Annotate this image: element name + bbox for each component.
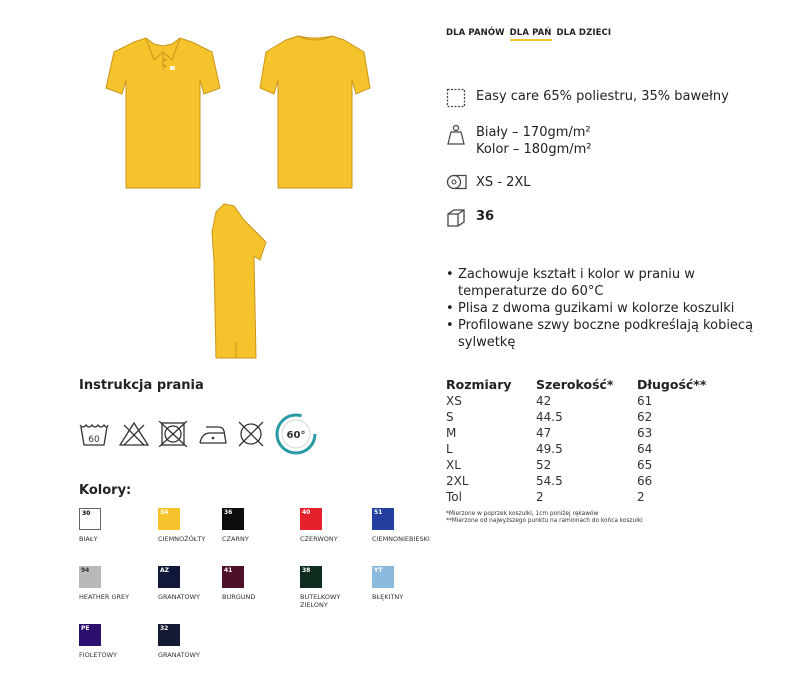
size-table <box>446 376 727 505</box>
size-footnotes <box>446 511 643 525</box>
feature-list <box>446 266 776 351</box>
feature-item: • Zachowuje kształt i kolor w praniu w temperaturze do 60°C <box>446 266 776 300</box>
table-row <box>446 457 727 473</box>
size-cell: XL <box>446 458 461 472</box>
spec-fabric <box>446 88 729 110</box>
footnote-length: **Mierzone od najwyższego punktu na ramionach do końca koszulki <box>446 518 643 524</box>
size-cell: S <box>446 410 454 424</box>
color-name: CZERWONY <box>300 535 338 543</box>
product-back-image <box>258 30 372 190</box>
iron-low-icon <box>196 421 228 447</box>
size-cell: L <box>446 442 453 456</box>
table-row <box>446 425 727 441</box>
color-swatch[interactable]: 51 <box>372 508 394 530</box>
color-name: HEATHER GREY <box>79 593 130 601</box>
fabric-icon <box>446 88 468 110</box>
svg-text:60°: 60° <box>286 430 306 441</box>
length-cell: 62 <box>637 410 653 424</box>
color-name: BIAŁY <box>79 535 98 543</box>
length-cell: 63 <box>637 426 653 440</box>
color-name: CIEMNONIEBIESKI <box>372 535 430 543</box>
color-swatch[interactable]: AZ <box>158 566 180 588</box>
color-name: BŁĘKITNY <box>372 593 404 601</box>
table-row <box>446 489 727 505</box>
color-name: GRANATOWY <box>158 593 201 601</box>
wash-icons <box>78 412 318 456</box>
table-row <box>446 473 727 489</box>
color-swatch[interactable]: 32 <box>158 624 180 646</box>
width-cell: 49.5 <box>536 442 563 456</box>
gender-tabs <box>446 28 611 41</box>
width-cell: 44.5 <box>536 410 563 424</box>
col-header-size: Rozmiary <box>446 377 512 392</box>
color-swatch[interactable]: 38 <box>300 566 322 588</box>
width-cell: 52 <box>536 458 552 472</box>
color-swatch[interactable]: 36 <box>222 508 244 530</box>
length-cell: 61 <box>637 394 653 408</box>
length-cell: 2 <box>637 490 645 504</box>
svg-text:60: 60 <box>88 435 100 445</box>
col-header-width: Szerokość* <box>536 377 614 392</box>
color-name: CZARNY <box>222 535 249 543</box>
length-cell: 65 <box>637 458 653 472</box>
width-cell: 54.5 <box>536 474 563 488</box>
box-icon <box>446 208 468 230</box>
tab-men[interactable]: DLA PANÓW <box>446 28 505 38</box>
wash-title: Instrukcja prania <box>79 378 204 393</box>
size-cell: 2XL <box>446 474 469 488</box>
weight-icon <box>446 124 468 146</box>
product-front-image <box>104 30 222 190</box>
size-cell: XS <box>446 394 462 408</box>
footnote-width: *Mierzone w poprzek koszulki, 1cm poniżej rękawów <box>446 511 599 517</box>
feature-item: • Plisa z dwoma guzikami w kolorze koszulki <box>446 300 776 317</box>
length-cell: 64 <box>637 442 653 456</box>
col-header-length: Długość** <box>637 377 707 392</box>
no-bleach-icon <box>118 421 150 447</box>
size-cell: M <box>446 426 457 440</box>
spec-pack <box>446 208 494 230</box>
color-name: GRANATOWY <box>158 651 201 659</box>
table-row <box>446 441 727 457</box>
color-swatch[interactable]: 40 <box>300 508 322 530</box>
size-cell: Tol <box>446 490 462 504</box>
colors-title: Kolory: <box>79 483 132 498</box>
spec-sizes <box>446 174 531 196</box>
fabric-text: Easy care 65% poliestru, 35% bawełny <box>476 89 729 104</box>
feature-item: • Profilowane szwy boczne podkreślają kobiecą sylwetkę <box>446 317 776 351</box>
color-name: BURGUND <box>222 593 256 601</box>
tab-women[interactable]: DLA PAŃ <box>510 28 552 41</box>
length-cell: 66 <box>637 474 653 488</box>
color-swatch[interactable]: 30 <box>79 508 101 530</box>
no-dry-clean-icon <box>236 421 266 447</box>
color-swatch[interactable]: PE <box>79 624 101 646</box>
tape-measure-icon <box>446 174 468 196</box>
60-degree-badge-icon <box>274 412 318 456</box>
color-swatch[interactable]: 41 <box>222 566 244 588</box>
product-side-image <box>210 202 270 362</box>
weight-white-text: Biały – 170gm/m² <box>476 125 591 140</box>
sizes-text: XS - 2XL <box>476 175 531 190</box>
color-name: FIOLETOWY <box>79 651 117 659</box>
width-cell: 47 <box>536 426 552 440</box>
width-cell: 2 <box>536 490 544 504</box>
table-row <box>446 393 727 409</box>
table-row <box>446 409 727 425</box>
color-name: CIEMNOŻÓŁTY <box>158 535 206 543</box>
color-swatch[interactable]: YT <box>372 566 394 588</box>
size-table-header <box>446 376 727 393</box>
weight-color-text: Kolor – 180gm/m² <box>476 142 592 157</box>
color-swatch[interactable]: 94 <box>79 566 101 588</box>
color-name: BUTELKOWY ZIELONY <box>300 593 341 609</box>
color-swatch[interactable]: 34 <box>158 508 180 530</box>
pack-text: 36 <box>476 209 495 224</box>
wash-60-icon <box>78 421 110 447</box>
width-cell: 42 <box>536 394 552 408</box>
spec-weight <box>446 124 592 158</box>
no-tumble-dry-icon <box>158 421 188 447</box>
tab-kids[interactable]: DLA DZIECI <box>556 28 612 38</box>
